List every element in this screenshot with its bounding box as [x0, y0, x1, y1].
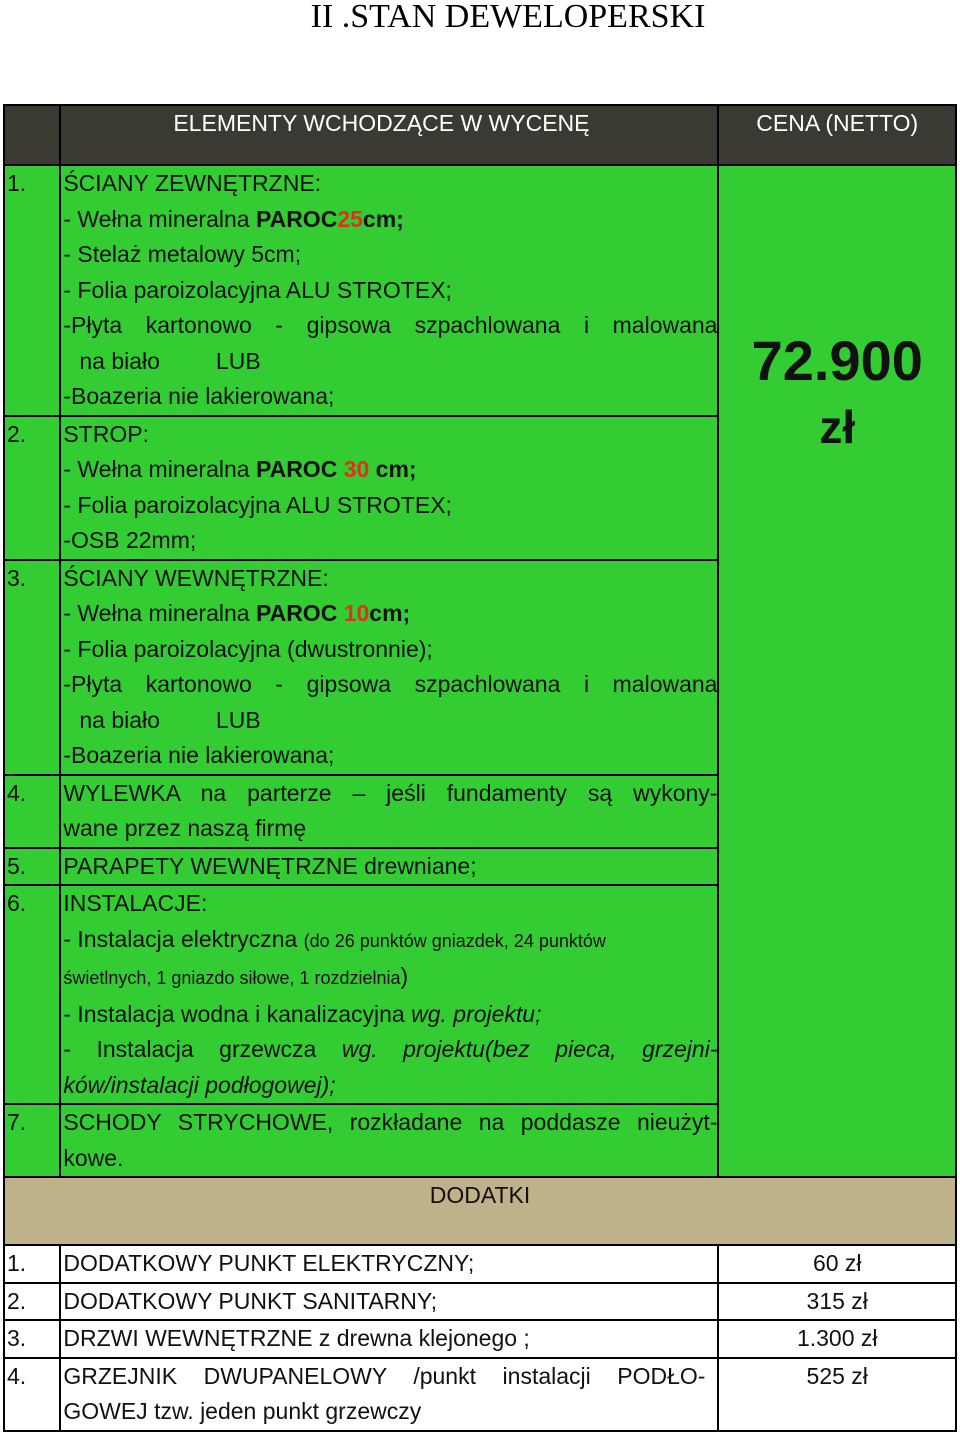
- total-price-cell: [718, 165, 956, 1177]
- item-line: -Boazeria nie lakierowana;: [63, 742, 335, 768]
- item-line: -Płyta kartonowo - gipsowa szpachlowana i malowana: [63, 671, 718, 697]
- extras-heading: DODATKI: [4, 1177, 956, 1245]
- brand-name: PAROC: [255, 600, 338, 626]
- item-line-italic: ków/instalacji podłogowej);: [63, 1071, 336, 1098]
- item-line: - Folia paroizolacyjna (dwustronnie);: [63, 635, 433, 662]
- extra-number: 3.: [4, 1320, 60, 1358]
- extra-row: [4, 1245, 956, 1283]
- item-line: - Wełna mineralna: [63, 456, 256, 482]
- item-line-italic: wg. projektu(bez pieca, grzejni-: [341, 1036, 718, 1062]
- item-line: na biało: [79, 347, 160, 374]
- extras-heading-row: [4, 1177, 956, 1245]
- thickness-unit: cm;: [362, 205, 404, 232]
- item-note: świetlnych, 1 gniazdo siłowe, 1 rozdzielnia: [63, 968, 401, 988]
- item-line: kowe.: [63, 1144, 124, 1171]
- extra-name: DODATKOWY PUNKT SANITARNY;: [60, 1283, 718, 1321]
- page-title: II .STAN DEWELOPERSKI: [310, 0, 706, 35]
- item-line: - Instalacja wodna i kanalizacyjna: [63, 1000, 412, 1027]
- item-heading: ŚCIANY ZEWNĘTRZNE:: [63, 170, 322, 196]
- item-description: [60, 775, 718, 848]
- item-description: [60, 848, 718, 886]
- item-line: LUB: [215, 347, 261, 374]
- item-line: na biało: [79, 706, 160, 733]
- extra-row: [4, 1320, 956, 1358]
- extra-price: 60 zł: [718, 1245, 956, 1283]
- thickness-value: 25: [337, 205, 363, 232]
- item-line-italic: wg. projektu;: [411, 1000, 542, 1027]
- item-line: -Boazeria nie lakierowana;: [63, 383, 335, 409]
- brand-name: PAROC: [255, 205, 338, 232]
- extra-price: 315 zł: [718, 1283, 956, 1321]
- item-line: - Stelaż metalowy 5cm;: [63, 241, 302, 267]
- item-number: 1.: [4, 165, 60, 416]
- item-line: - Folia paroizolacyjna ALU STROTEX;: [63, 491, 452, 518]
- item-line: wane przez naszą firmę: [63, 815, 307, 841]
- item-description: [60, 1104, 718, 1177]
- item-description: [60, 165, 718, 416]
- item-note: (do 26 punktów gniazdek, 24 punktów: [303, 930, 606, 951]
- thickness-unit: cm;: [369, 600, 411, 626]
- item-description: [60, 560, 718, 775]
- item-note-end: ): [400, 963, 409, 989]
- extra-name-line: GRZEJNIK DWUPANELOWY /punkt instalacji PODŁO-: [63, 1362, 706, 1389]
- item-heading: STROP:: [63, 420, 149, 447]
- extra-name: [60, 1358, 718, 1431]
- item-number: 3.: [4, 560, 60, 775]
- item-heading: INSTALACJE:: [63, 890, 208, 916]
- item-heading: ŚCIANY WEWNĘTRZNE:: [63, 564, 329, 591]
- item-line: -Płyta kartonowo - gipsowa szpachlowana i malowana: [63, 312, 718, 338]
- thickness-value: 10: [343, 600, 370, 626]
- header-number-cell: [4, 105, 60, 165]
- extra-row: [4, 1283, 956, 1321]
- item-line: - Wełna mineralna: [63, 205, 256, 232]
- item-number: 4.: [4, 775, 60, 848]
- item-number: 7.: [4, 1104, 60, 1177]
- item-line: - Wełna mineralna: [63, 600, 256, 626]
- item-description: [60, 416, 718, 560]
- extra-number: 2.: [4, 1283, 60, 1321]
- extra-number: 1.: [4, 1245, 60, 1283]
- item-line: - Instalacja grzewcza: [63, 1036, 342, 1062]
- item-description: [60, 885, 718, 1104]
- header-elements: ELEMENTY WCHODZĄCE W WYCENĘ: [60, 105, 718, 165]
- thickness-value: 30: [343, 456, 370, 482]
- extra-name: DRZWI WEWNĘTRZNE z drewna klejonego ;: [60, 1320, 718, 1358]
- total-price-amount: 72.900: [751, 329, 923, 392]
- extra-number: 4.: [4, 1358, 60, 1431]
- extra-name: DODATKOWY PUNKT ELEKTRYCZNY;: [60, 1245, 718, 1283]
- item-number: 6.: [4, 885, 60, 1104]
- pricing-table: [3, 104, 957, 1432]
- brand-name: PAROC: [255, 456, 338, 482]
- item-line: WYLEWKA na parterze – jeśli fundamenty są wykony-: [63, 779, 718, 806]
- item-line: LUB: [215, 706, 261, 733]
- extra-name-line: GOWEJ tzw. jeden punkt grzewczy: [63, 1398, 422, 1424]
- header-price: CENA (NETTO): [718, 105, 956, 165]
- item-line: -OSB 22mm;: [63, 527, 197, 553]
- total-price-unit: zł: [819, 401, 856, 453]
- extra-price: 525 zł: [718, 1358, 956, 1431]
- extra-row: [4, 1358, 956, 1431]
- thickness-unit: cm;: [369, 456, 417, 482]
- table-header-row: [4, 105, 956, 165]
- item-line: PARAPETY WEWNĘTRZNE drewniane;: [63, 852, 477, 879]
- extra-price: 1.300 zł: [718, 1320, 956, 1358]
- item-line: - Folia paroizolacyjna ALU STROTEX;: [63, 276, 452, 303]
- table-row: [4, 165, 956, 416]
- item-line: - Instalacja elektryczna: [63, 925, 304, 952]
- item-number: 2.: [4, 416, 60, 560]
- item-line: SCHODY STRYCHOWE, rozkładane na poddasze nieużyt-: [63, 1109, 718, 1135]
- item-number: 5.: [4, 848, 60, 886]
